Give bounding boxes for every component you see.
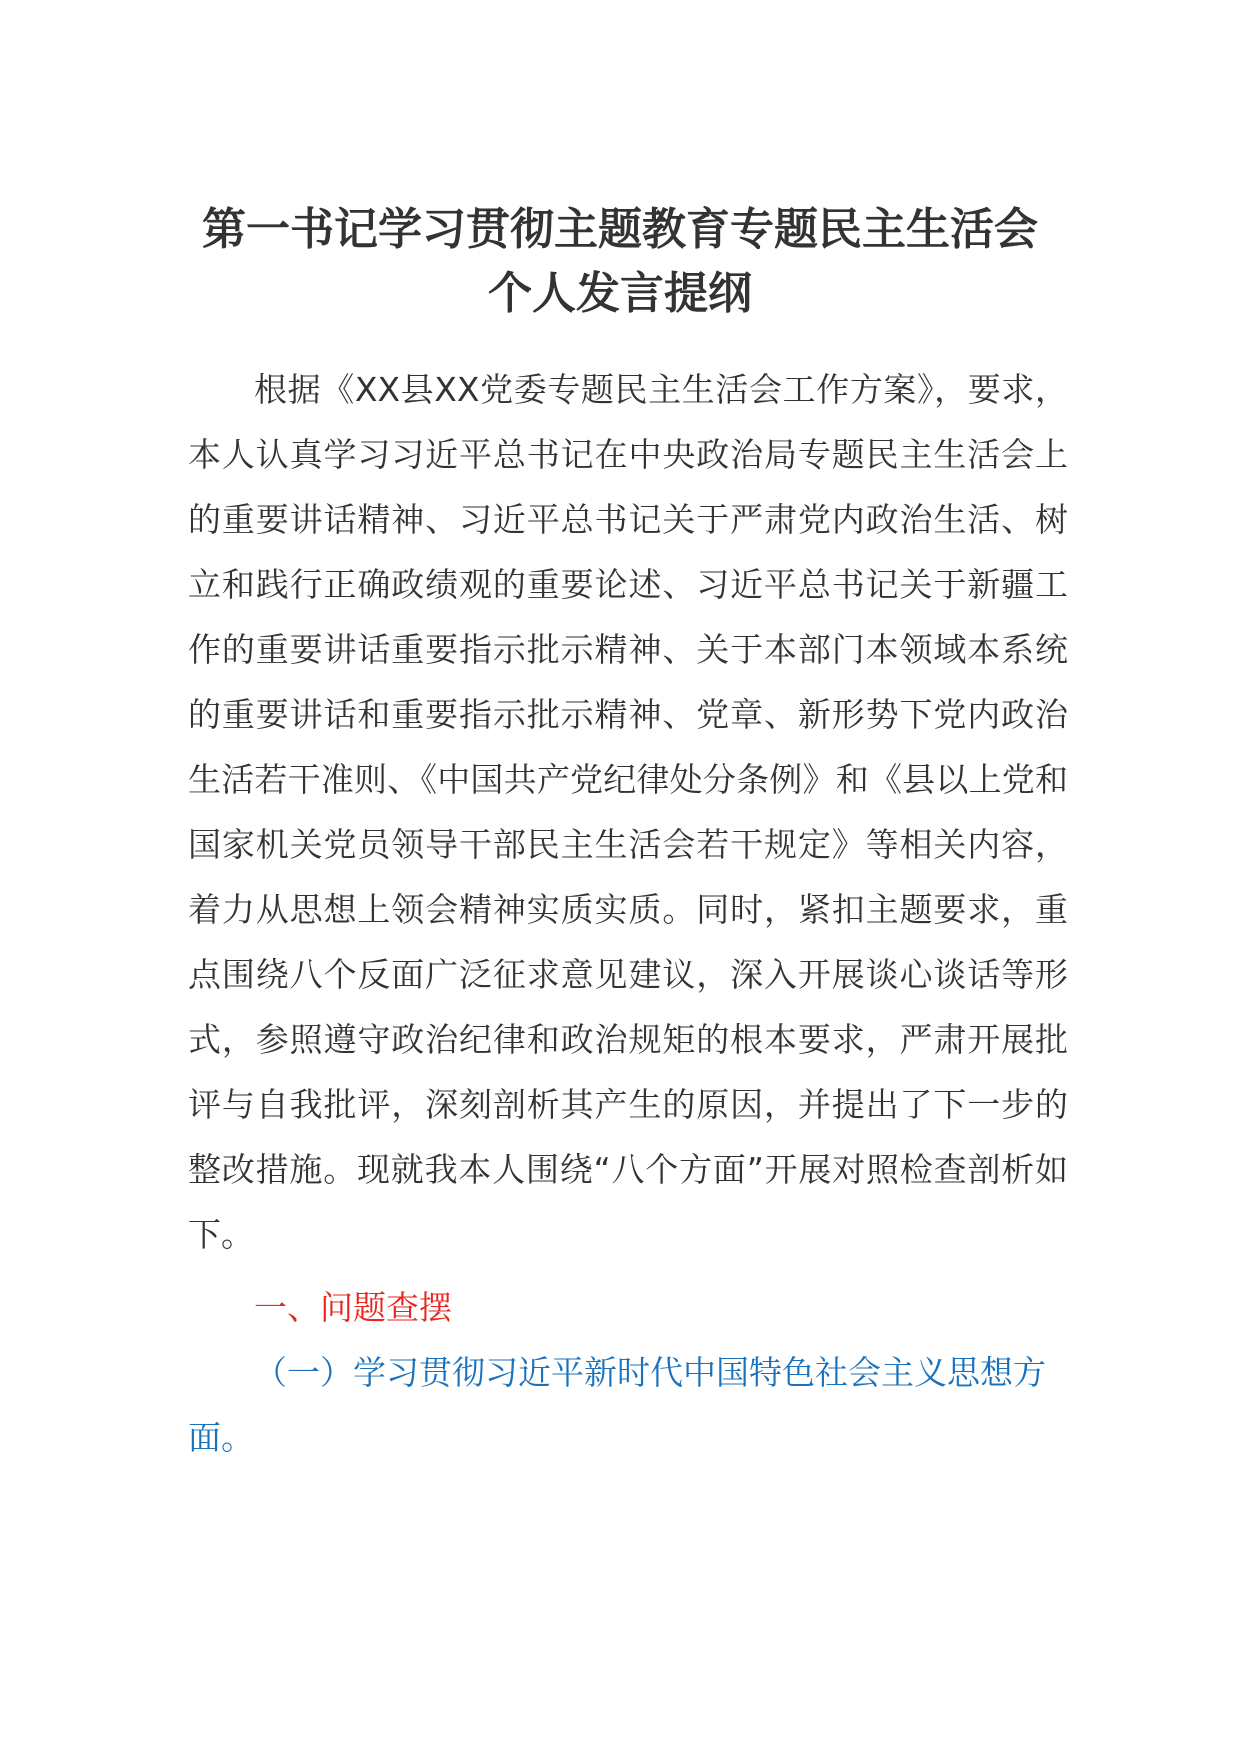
intro-paragraph: 根据《XX县XX党委专题民主生活会工作方案》，要求，本人认真学习习近平总书记在中央政治局专题民主生活会上的重要讲话精神、习近平总书记关于严肃党内政治生活、树立和践行正确政绩观的重要论述、习近平总书记关于新疆工作的重要讲话重要指示批示精神、关于本部门本领域本系统的重要讲话和重要指示批示精神、党章、新形势下党内政治生活若干准则、《中国共产党纪律处分条例》和《县以上党和国家机关党员领导干部民主生活会若干规定》等相关内容，着力从思想上领会精神实质实质。同时，紧扣主题要求，重点围绕八个反面广泛征求意见建议，深入开展谈心谈话等形式，参照遵守政治纪律和政治规矩的根本要求，严肃开展批评与自我批评，深刻剖析其产生的原因，并提出了下一步的整改措施。现就我本人围绕“八个方面”开展对照检查剖析如下。 — [188, 370, 1068, 1254]
document-title-line2: 个人发言提纲 — [488, 268, 752, 319]
document-title-line1: 第一书记学习贯彻主题教育专题民主生活会 — [202, 204, 1038, 255]
section-heading-problems: 一、问题查摆 — [254, 1288, 452, 1327]
subsection-heading-study: （一）学习贯彻习近平新时代中国特色社会主义思想方面。 — [188, 1353, 1046, 1457]
